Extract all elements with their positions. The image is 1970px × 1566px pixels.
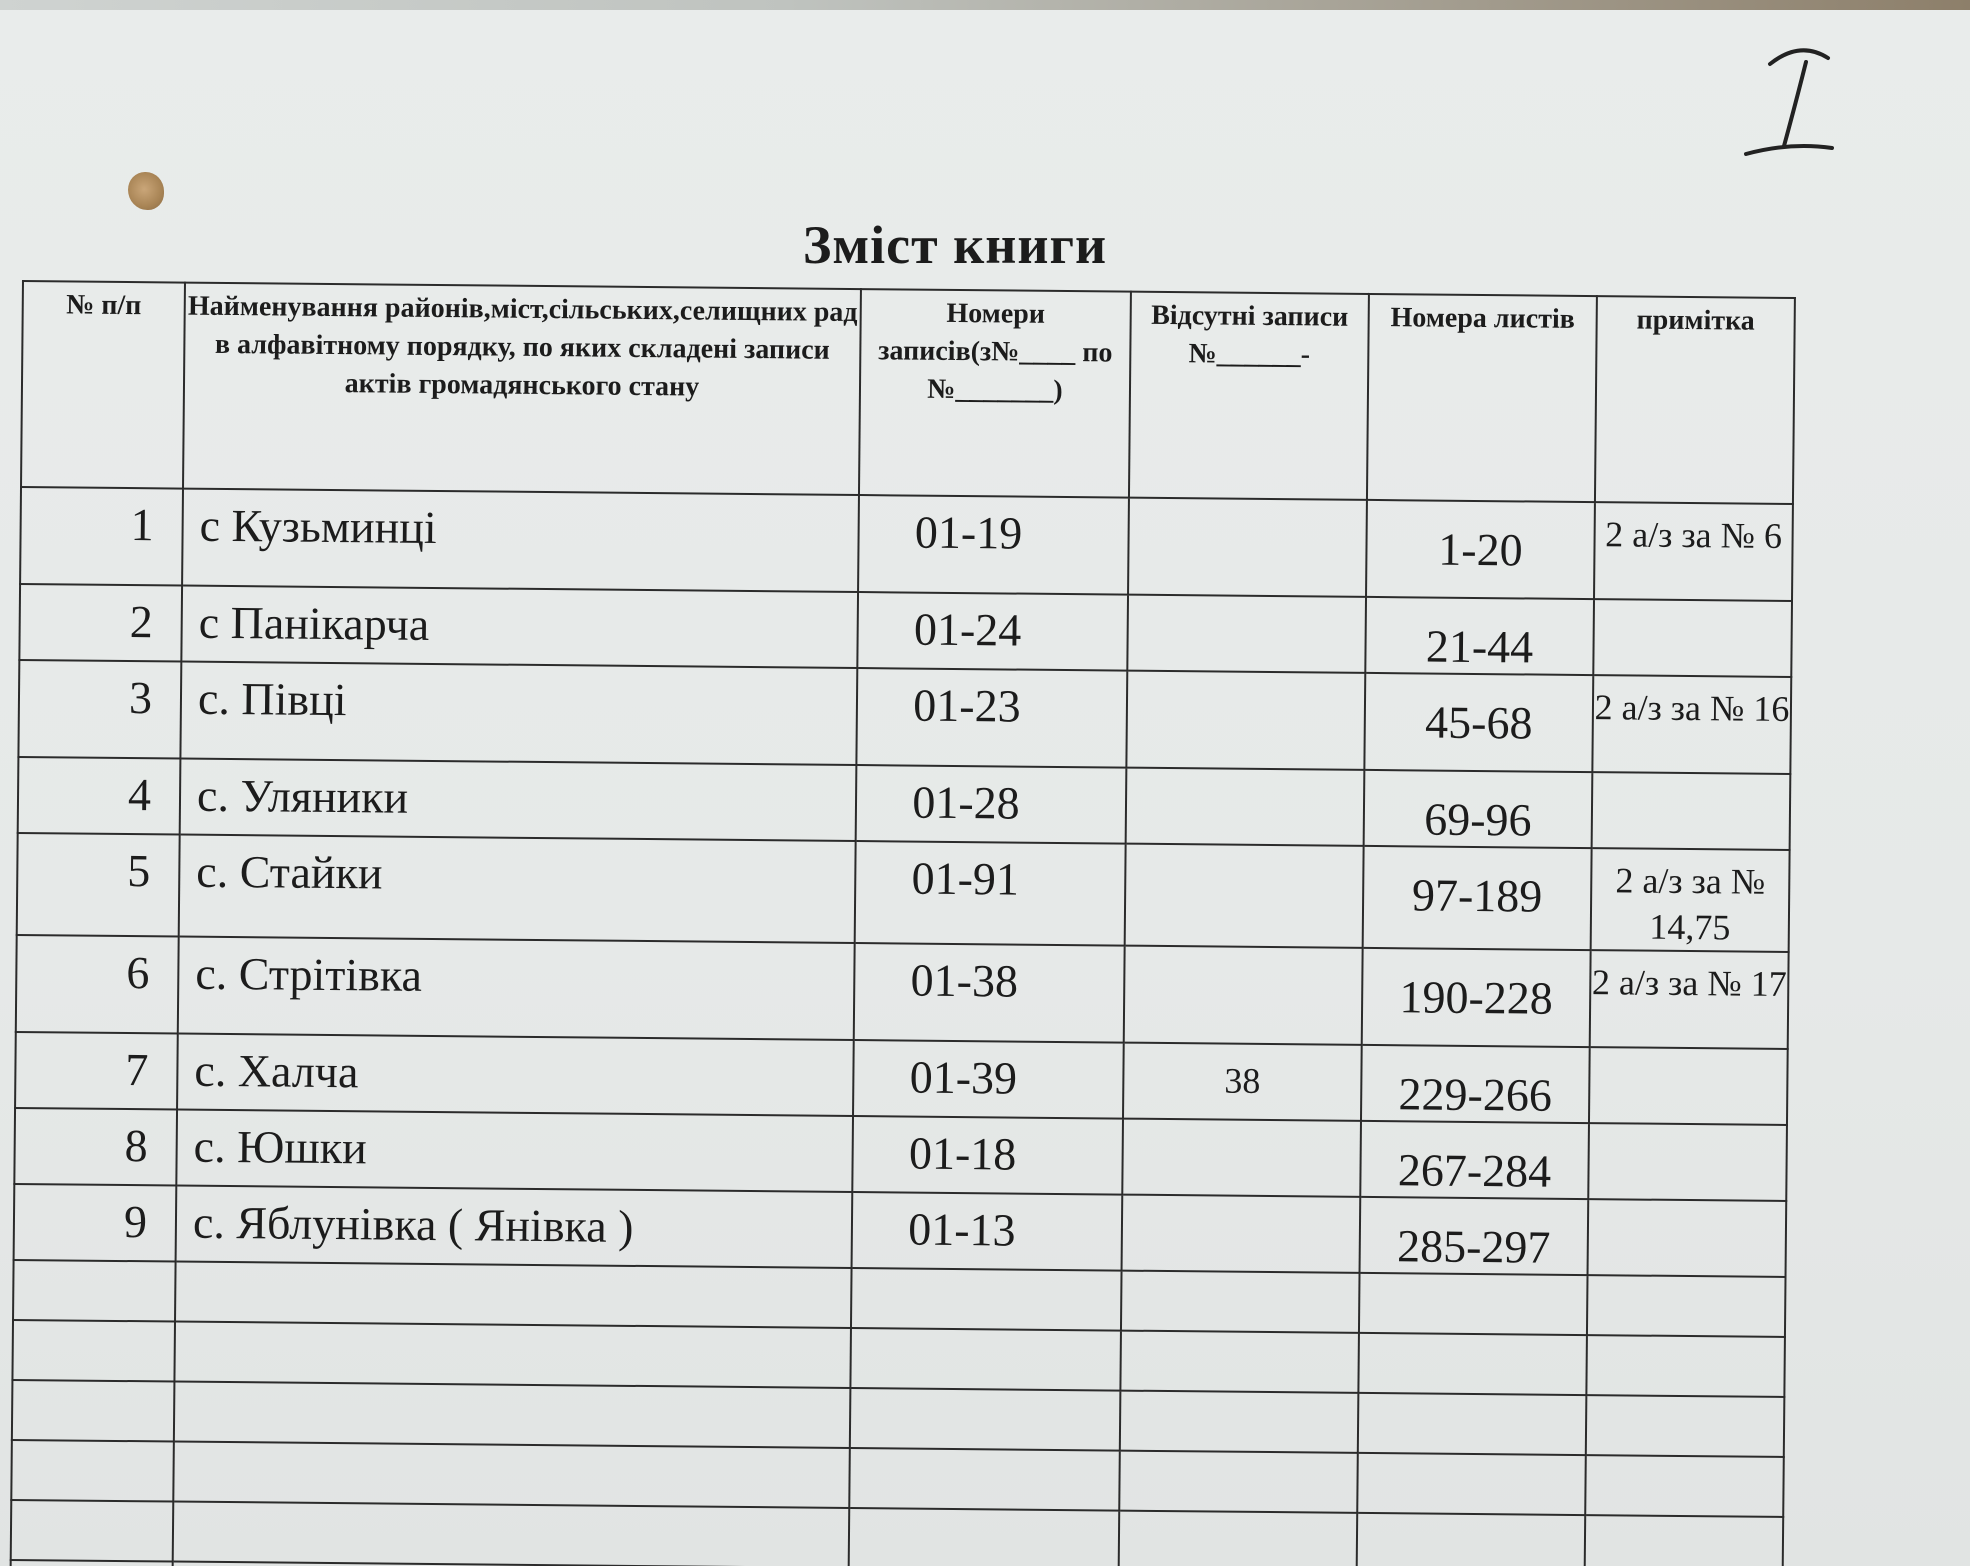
row-note: 2 а/з за № 17 — [1590, 950, 1789, 1049]
row-number: 5 — [17, 833, 180, 937]
row-absent — [1126, 671, 1365, 770]
row-number: 1 — [20, 487, 183, 586]
row-number: 6 — [16, 935, 179, 1034]
row-note — [1592, 772, 1791, 850]
row-name: с. Півці — [180, 662, 857, 765]
row-note — [1588, 1199, 1787, 1277]
contents-table — [9, 280, 1796, 1566]
table-row — [18, 660, 1791, 774]
header-name: Найменування районів,міст,сільських,селищних рад в алфавітному порядку, по яких складені записи актів громадянського стану — [183, 283, 861, 495]
row-sheets: 69-96 — [1364, 770, 1593, 848]
row-records: 01-18 — [852, 1116, 1123, 1195]
table-row — [17, 833, 1790, 952]
row-sheets: 285-297 — [1360, 1197, 1589, 1275]
row-sheets: 229-266 — [1361, 1045, 1590, 1123]
row-name: с. Юшки — [176, 1110, 853, 1192]
row-number: 9 — [14, 1184, 177, 1262]
row-sheets: 21-44 — [1365, 597, 1594, 675]
row-records: 01-28 — [856, 765, 1127, 844]
row-number: 2 — [19, 584, 182, 662]
row-absent — [1124, 946, 1363, 1045]
table-header-row — [21, 281, 1795, 504]
header-records: Номери записів(з№____ по №_______) — [859, 289, 1131, 498]
handwritten-page-number — [1740, 42, 1850, 162]
row-number: 4 — [18, 757, 181, 835]
row-number: 3 — [18, 660, 181, 759]
table-row — [16, 935, 1789, 1049]
row-sheets: 97-189 — [1363, 846, 1592, 950]
page-top-edge — [0, 0, 1970, 10]
row-absent — [1128, 498, 1367, 597]
row-note: 2 а/з за № 16 — [1592, 675, 1791, 774]
row-absent — [1126, 768, 1365, 846]
row-name: с. Халча — [177, 1034, 854, 1116]
row-note: 2 а/з за № 14,75 — [1591, 848, 1790, 952]
header-sheets: Номера листів — [1367, 294, 1597, 502]
row-name: с. Уляники — [180, 759, 857, 841]
header-note: примітка — [1595, 296, 1795, 504]
row-absent — [1122, 1119, 1361, 1197]
row-records: 01-23 — [856, 668, 1127, 768]
row-name: с. Яблунівка ( Янівка ) — [176, 1186, 853, 1268]
punch-hole — [128, 172, 164, 210]
row-sheets: 1-20 — [1366, 500, 1595, 599]
row-absent — [1127, 595, 1366, 673]
row-name: с Панікарча — [181, 586, 858, 668]
header-number: № п/п — [21, 281, 185, 489]
row-records: 01-91 — [855, 841, 1126, 946]
row-absent: 38 — [1123, 1043, 1362, 1121]
row-name: с. Стрітівка — [178, 937, 855, 1040]
row-absent — [1125, 844, 1364, 948]
header-absent: Відсутні записи №______- — [1129, 292, 1369, 500]
row-records: 01-38 — [854, 943, 1125, 1043]
row-sheets: 45-68 — [1364, 673, 1593, 772]
row-records: 01-13 — [852, 1192, 1123, 1271]
contents-table-wrapper — [10, 280, 1794, 1566]
row-records: 01-24 — [857, 592, 1128, 671]
row-sheets: 190-228 — [1362, 948, 1591, 1047]
row-number: 7 — [15, 1032, 178, 1110]
row-note — [1589, 1047, 1788, 1125]
row-number: 8 — [14, 1108, 177, 1186]
page-title: Зміст книги — [802, 215, 1108, 275]
row-sheets: 267-284 — [1360, 1121, 1589, 1199]
row-note: 2 а/з за № 6 — [1594, 502, 1793, 601]
row-records: 01-19 — [858, 495, 1129, 595]
table-row — [20, 487, 1793, 601]
row-records: 01-39 — [853, 1040, 1124, 1119]
row-name: с. Стайки — [179, 835, 856, 943]
row-note — [1588, 1123, 1787, 1201]
row-absent — [1122, 1195, 1361, 1273]
row-note — [1593, 599, 1792, 677]
row-name: с Кузьминці — [182, 489, 859, 592]
